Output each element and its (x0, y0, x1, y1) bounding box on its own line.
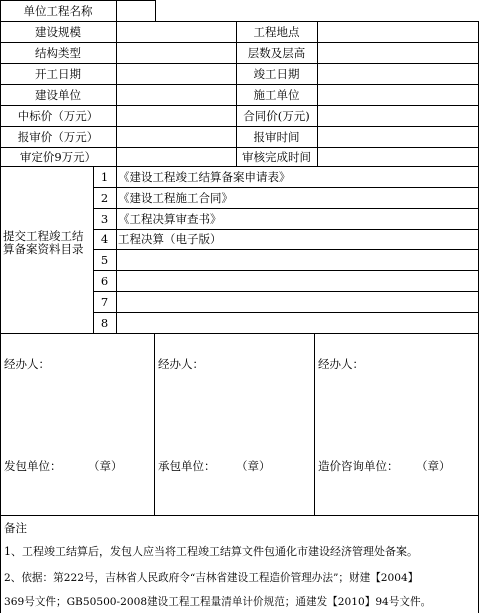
rule (155, 0, 156, 21)
catalog-item: 《建设工程竣工结算备案申请表》 (118, 170, 291, 184)
rule (116, 166, 117, 333)
rule (0, 105, 479, 106)
label-bid-price: 中标价（万元） (17, 109, 99, 123)
rule (0, 515, 479, 516)
catalog-num: 7 (100, 295, 109, 309)
label-floors: 层数及层高 (247, 46, 306, 60)
rule (0, 166, 479, 167)
label-completion-date: 竣工日期 (253, 67, 300, 81)
rule (317, 21, 318, 166)
catalog-num: 8 (100, 316, 109, 330)
seal-label: （章） (88, 459, 123, 473)
catalog-num: 5 (100, 253, 109, 267)
catalog-num: 6 (100, 274, 109, 288)
rule (154, 333, 155, 515)
rule (0, 42, 479, 43)
label-start-date: 开工日期 (35, 67, 81, 81)
label-submit-time: 报审时间 (253, 130, 300, 144)
seal-label: （章） (416, 459, 451, 473)
catalog-num: 3 (100, 212, 109, 226)
rule (93, 208, 479, 209)
catalog-item: 《工程决算审查书》 (118, 212, 222, 226)
project-name-label: 单位工程名称 (23, 4, 93, 18)
label-submitted-price: 报审价（万元） (17, 130, 99, 144)
catalog-label: 提交工程竣工结算备案资料目录 (3, 229, 84, 256)
catalog-num: 4 (100, 232, 109, 246)
employer-unit-label: 发包单位： (4, 459, 62, 473)
label-approved-price: 审定价9万元） (19, 150, 97, 164)
notes-line: 2、依据：第222号，吉林省人民政府令“吉林省建设工程造价管理办法”；财建【2004】 (4, 572, 419, 584)
catalog-num: 1 (100, 170, 109, 184)
rule (93, 229, 479, 230)
rule (93, 270, 479, 271)
rule (93, 291, 479, 292)
label-owner: 建设单位 (35, 88, 81, 102)
catalog-item: 工程决算（电子版） (118, 232, 222, 246)
rule (116, 0, 117, 166)
label-contract-price: 合同价(万元) (243, 109, 310, 123)
notes-line: 1、工程竣工结算后，发包人应当将工程竣工结算文件包通化市建设经济管理处备案。 (4, 545, 418, 558)
rule (0, 147, 479, 148)
consulting-unit-label: 造价咨询单位： (318, 459, 399, 473)
rule (0, 63, 479, 64)
handler-label: 经办人： (158, 357, 204, 371)
rule (93, 312, 479, 313)
rule (0, 84, 479, 85)
handler-label: 经办人： (318, 357, 364, 371)
catalog-num: 2 (100, 191, 109, 205)
label-location: 工程地点 (253, 25, 300, 39)
rule (0, 0, 156, 1)
label-scale: 建设规模 (35, 25, 81, 39)
notes-line: 369号文件；GB50500-2008建设工程工程量清单计价规范；通建发【2010】94号文件。 (4, 596, 432, 608)
label-review-time: 审核完成时间 (242, 150, 311, 164)
rule (0, 333, 479, 334)
rule (0, 21, 479, 22)
contractor-unit-label: 承包单位： (158, 459, 216, 473)
rule (93, 187, 479, 188)
handler-label: 经办人： (4, 357, 50, 371)
rule (314, 333, 315, 515)
notes-title: 备注 (4, 521, 27, 535)
seal-label: （章） (236, 459, 271, 473)
label-contractor: 施工单位 (253, 88, 300, 102)
rule (0, 126, 479, 127)
catalog-item: 《建设工程施工合同》 (118, 191, 233, 205)
rule (93, 249, 479, 250)
label-structure: 结构类型 (35, 46, 81, 60)
